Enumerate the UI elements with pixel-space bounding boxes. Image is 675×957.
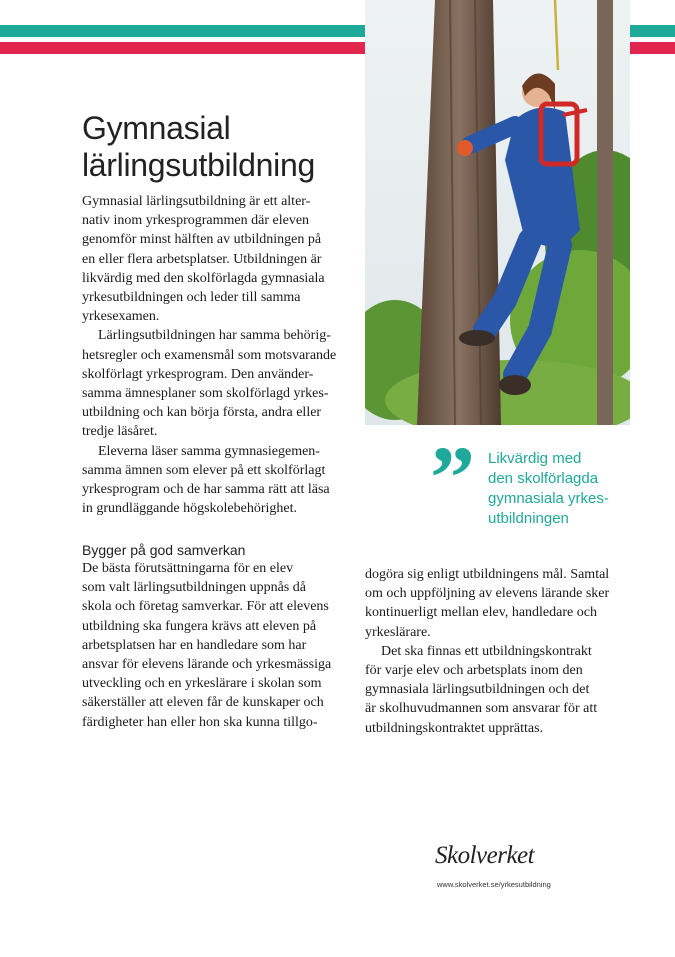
pull-quote-line: den skolförlagda: [488, 470, 599, 487]
col2-line: gymnasiala lärlingsutbildningen och det: [365, 682, 590, 698]
intro-line: hetsregler och examensmål som motsvarande: [82, 347, 337, 363]
column-right-text: [365, 565, 625, 738]
col2-line: kontinuerligt mellan elev, handledare och: [365, 605, 597, 621]
col1-line: ansvar för elevens lärande och yrkesmässiga: [82, 657, 332, 673]
top-stripe-teal-left: [0, 25, 365, 37]
col1-line: säkerställer att eleven får de kunskaper och: [82, 695, 324, 711]
pull-quote-line: Likvärdig med: [488, 450, 582, 467]
col1-line: färdigheter han eller hon ska kunna tillgo-: [82, 714, 318, 730]
section-subheading: Bygger på god samverkan: [82, 542, 246, 558]
top-stripe-red-right: [630, 42, 675, 54]
intro-line: samma ämnesplaner som skolförlagd yrkes-: [82, 386, 329, 402]
intro-text: [82, 192, 352, 518]
col1-line: arbetsplatsen har en handledare som har: [82, 637, 307, 653]
footer-url[interactable]: www.skolverket.se/yrkesutbildning: [437, 880, 551, 889]
intro-line: nativ inom yrkesprogrammen där eleven: [82, 213, 310, 229]
pull-quote: [488, 449, 638, 529]
col1-line: som valt lärlingsutbildningen uppnås då: [82, 580, 306, 596]
col2-line: yrkeslärare.: [365, 624, 431, 640]
intro-line: skolförlagt yrkesprogram. Den använder-: [82, 366, 314, 382]
pull-quote-line: utbildningen: [488, 510, 569, 527]
col1-line: De bästa förutsättningarna för en elev: [82, 561, 294, 576]
intro-line: Lärlingsutbildningen har samma behörig-: [98, 328, 331, 344]
col1-line: utveckling och en yrkeslärare i skolan som: [82, 676, 322, 692]
intro-line: samma ämnen som elever på ett skolförlagt: [82, 462, 326, 478]
intro-line: tredje läsåret.: [82, 424, 158, 440]
col2-line: dogöra sig enligt utbildningens mål. Samtal: [365, 567, 610, 582]
quote-mark-icon: ”: [430, 429, 467, 528]
intro-line: yrkesutbildningen och leder till samma: [82, 290, 301, 306]
skolverket-logo: Skolverket: [435, 842, 535, 869]
photo-tree-climber: [365, 0, 630, 425]
col1-line: skola och företag samverkar. För att elevens: [82, 599, 329, 615]
col2-line: för varje elev och arbetsplats inom den: [365, 663, 583, 679]
intro-line: yrkesexamen.: [82, 309, 160, 325]
top-stripe-red-left: [0, 42, 365, 54]
intro-line: Eleverna läser samma gymnasiegemen-: [98, 443, 320, 459]
intro-line: utbildning och kan börja första, andra eller: [82, 405, 322, 421]
col2-line: om och uppföljning av elevens lärande sker: [365, 586, 610, 602]
intro-line: in grundläggande högskolebehörighet.: [82, 501, 298, 517]
col1-line: utbildning ska fungera krävs att eleven på: [82, 618, 317, 634]
intro-line: likvärdig med den skolförlagda gymnasiala: [82, 270, 325, 286]
top-stripe-teal-right: [630, 25, 675, 37]
col2-line: utbildningskontraktet upprättas.: [365, 720, 544, 736]
col2-line: är skolhuvudmannen som ansvarar för att: [365, 701, 598, 717]
pull-quote-line: gymnasiala yrkes-: [488, 490, 609, 507]
intro-line: yrkesprogram och de har samma rätt att läsa: [82, 482, 330, 498]
intro-line: Gymnasial lärlingsutbildning är ett alter-: [82, 194, 311, 209]
col2-line: Det ska finnas ett utbildningskontrakt: [381, 643, 592, 659]
intro-line: genomför minst hälften av utbildningen på: [82, 232, 322, 248]
page-title: Gymnasial lärlingsutbildning: [82, 110, 315, 183]
intro-line: en eller flera arbetsplatser. Utbildningen är: [82, 251, 322, 267]
column-left-text: [82, 559, 344, 732]
